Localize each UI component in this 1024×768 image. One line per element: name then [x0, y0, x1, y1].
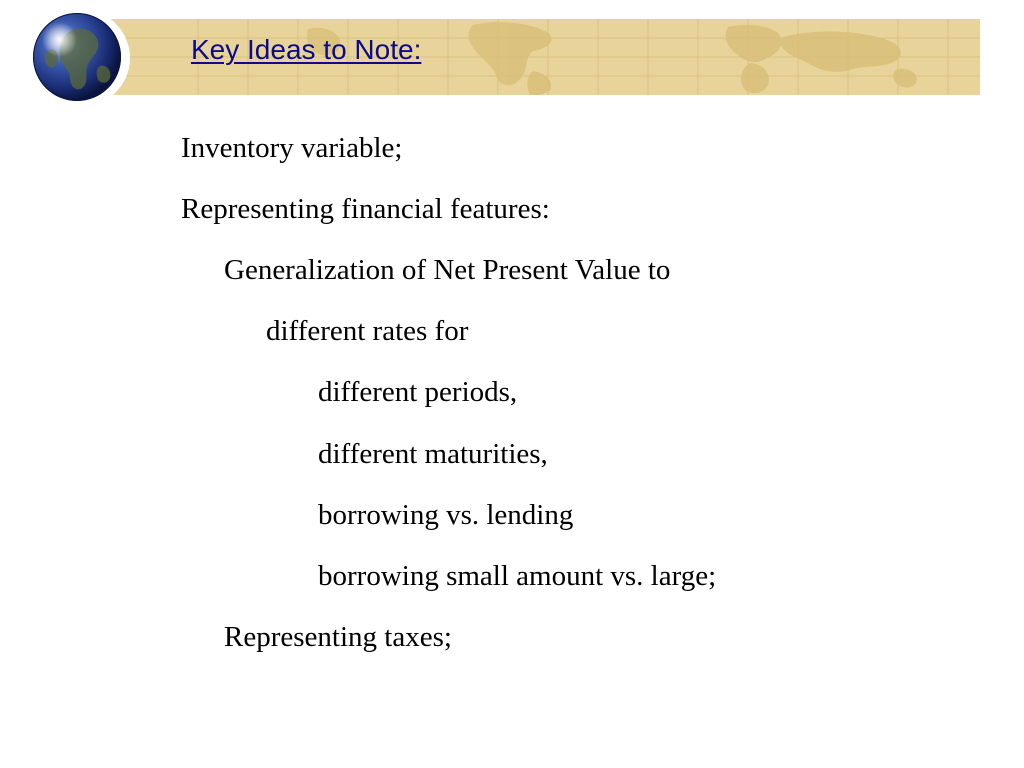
list-item: Generalization of Net Present Value to [224, 254, 671, 286]
list-item: borrowing small amount vs. large; [318, 560, 717, 592]
list-item: different rates for [266, 315, 469, 347]
list-item: borrowing vs. lending [318, 499, 574, 531]
list-item: Representing taxes; [224, 621, 452, 653]
list-item: Inventory variable; [181, 132, 403, 164]
list-item: Representing financial features: [181, 193, 550, 225]
list-item: different maturities, [318, 438, 548, 470]
list-item: different periods, [318, 376, 518, 408]
slide-title: Key Ideas to Note: [191, 34, 422, 65]
